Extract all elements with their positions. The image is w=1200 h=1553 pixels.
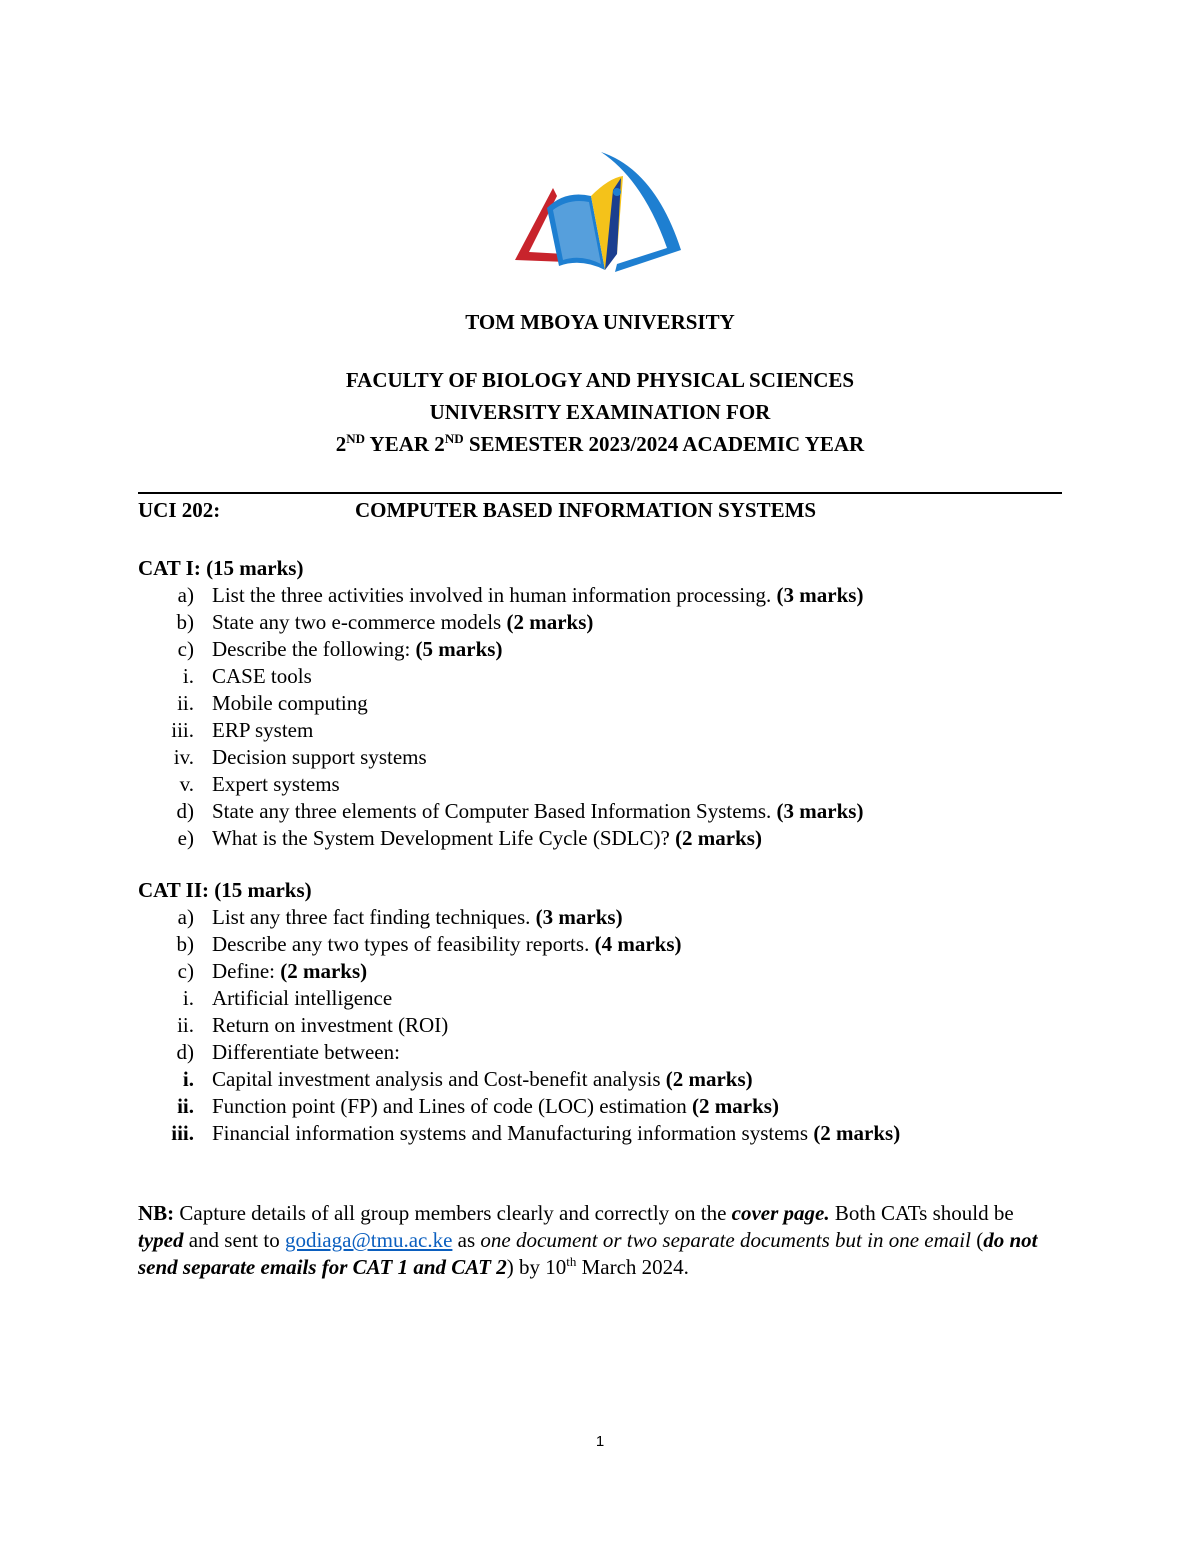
question-marker: c) bbox=[177, 637, 194, 661]
header-divider bbox=[138, 492, 1062, 494]
academic-year: 2ND YEAR 2ND SEMESTER 2023/2024 ACADEMIC YEAR bbox=[335, 431, 865, 456]
question-marker: iii. bbox=[171, 1121, 194, 1145]
question-marker: iii. bbox=[171, 718, 194, 742]
question-text: What is the System Development Life Cycle (SDLC)? (2 marks) bbox=[212, 826, 762, 850]
course-code: UCI 202: bbox=[138, 498, 221, 522]
question-marker: c) bbox=[177, 959, 194, 983]
question-marker: i. bbox=[182, 1067, 194, 1091]
question-item bbox=[0, 1121, 1200, 1148]
question-text: Describe any two types of feasibility reports. (4 marks) bbox=[212, 932, 682, 956]
question-item bbox=[0, 718, 1200, 745]
question-marker: d) bbox=[176, 799, 194, 823]
question-marker: d) bbox=[176, 1040, 194, 1064]
question-marker: v. bbox=[179, 772, 194, 796]
question-marks: (3 marks) bbox=[535, 905, 623, 929]
question-item bbox=[0, 932, 1200, 959]
email-link[interactable]: godiaga@tmu.ac.ke bbox=[284, 1228, 453, 1252]
question-text: Expert systems bbox=[212, 772, 340, 796]
question-text: State any three elements of Computer Based Information Systems. (3 marks) bbox=[212, 799, 864, 823]
question-marker: b) bbox=[176, 932, 194, 956]
question-item bbox=[0, 664, 1200, 691]
question-text: List any three fact finding techniques. (3 marks) bbox=[212, 905, 623, 929]
question-marks: (4 marks) bbox=[594, 932, 682, 956]
question-text: Return on investment (ROI) bbox=[212, 1013, 449, 1037]
question-marker: b) bbox=[176, 610, 194, 634]
question-item bbox=[0, 745, 1200, 772]
question-marker: ii. bbox=[177, 691, 194, 715]
question-marks: (2 marks) bbox=[506, 610, 594, 634]
question-text: Describe the following: (5 marks) bbox=[212, 637, 503, 661]
question-marker: ii. bbox=[177, 1094, 194, 1118]
question-text: Function point (FP) and Lines of code (LOC) estimation (2 marks) bbox=[212, 1094, 779, 1118]
question-item bbox=[0, 637, 1200, 664]
faculty-name: FACULTY OF BIOLOGY AND PHYSICAL SCIENCES bbox=[345, 368, 855, 392]
page-number: 1 bbox=[595, 1433, 605, 1450]
question-marks: (3 marks) bbox=[776, 583, 864, 607]
question-text: CASE tools bbox=[212, 664, 312, 688]
question-marks: (2 marks) bbox=[675, 826, 762, 850]
question-marker: ii. bbox=[177, 1013, 194, 1037]
question-text: Financial information systems and Manufacturing information systems (2 marks) bbox=[212, 1121, 901, 1145]
question-item bbox=[0, 826, 1200, 853]
question-marker: i. bbox=[182, 664, 194, 688]
question-marker: a) bbox=[177, 905, 194, 929]
question-item bbox=[0, 772, 1200, 799]
question-marker: i. bbox=[182, 986, 194, 1010]
question-text: List the three activities involved in human information processing. (3 marks) bbox=[212, 583, 864, 607]
question-marks: (5 marks) bbox=[415, 637, 503, 661]
question-text: Mobile computing bbox=[212, 691, 368, 715]
question-item bbox=[0, 986, 1200, 1013]
question-marks: (3 marks) bbox=[776, 799, 864, 823]
question-marker: iv. bbox=[173, 745, 194, 769]
course-title: COMPUTER BASED INFORMATION SYSTEMS bbox=[355, 498, 817, 522]
question-item bbox=[0, 610, 1200, 637]
cat2-heading: CAT II: (15 marks) bbox=[138, 878, 312, 902]
question-marks: (2 marks) bbox=[665, 1067, 753, 1091]
question-item bbox=[0, 1067, 1200, 1094]
question-item bbox=[0, 1094, 1200, 1121]
question-marker: e) bbox=[177, 826, 194, 850]
question-text: Capital investment analysis and Cost-benefit analysis (2 marks) bbox=[212, 1067, 753, 1091]
question-item bbox=[0, 691, 1200, 718]
cat1-heading: CAT I: (15 marks) bbox=[138, 556, 304, 580]
submission-note: NB: Capture details of all group members clearly and correctly on the cover page. Both CATs should be typed and sent to godiaga@tmu.ac.ke as one document or two separate documents but in one email (do not send separate emails for CAT 1 and CAT 2) by 10th March 2024. bbox=[138, 1201, 1038, 1279]
question-text: ERP system bbox=[212, 718, 314, 742]
question-marks: (2 marks) bbox=[692, 1094, 779, 1118]
university-logo-icon bbox=[505, 150, 685, 290]
university-name: TOM MBOYA UNIVERSITY bbox=[465, 310, 735, 334]
question-item bbox=[0, 583, 1200, 610]
question-marker: a) bbox=[177, 583, 194, 607]
question-item bbox=[0, 1040, 1200, 1067]
question-item bbox=[0, 959, 1200, 986]
question-item bbox=[0, 905, 1200, 932]
question-text: State any two e-commerce models (2 marks) bbox=[212, 610, 594, 634]
question-text: Artificial intelligence bbox=[212, 986, 393, 1010]
question-item bbox=[0, 799, 1200, 826]
question-marks: (2 marks) bbox=[813, 1121, 901, 1145]
question-text: Differentiate between: bbox=[212, 1040, 400, 1064]
exam-title: UNIVERSITY EXAMINATION FOR bbox=[429, 400, 771, 424]
question-marks: (2 marks) bbox=[280, 959, 368, 983]
question-item bbox=[0, 1013, 1200, 1040]
question-text: Decision support systems bbox=[212, 745, 427, 769]
question-text: Define: (2 marks) bbox=[212, 959, 368, 983]
